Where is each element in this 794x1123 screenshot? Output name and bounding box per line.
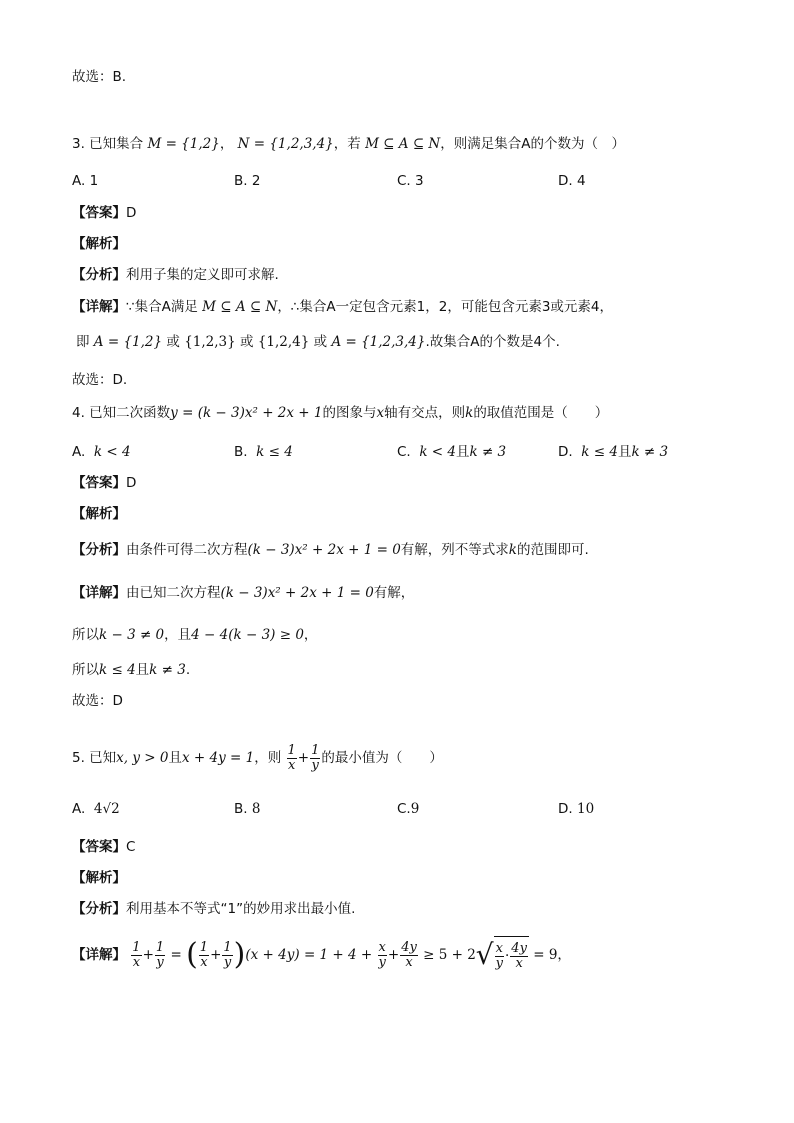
quadratic-function: y = (k − 3)x² + 2x + 1 xyxy=(170,405,323,421)
left-paren: ( xyxy=(186,937,198,972)
q5-option-b: B. 8 xyxy=(234,801,261,817)
set-N: N = {1,2,3,4} xyxy=(237,136,334,152)
q4-detail-line1: 所以k − 3 ≠ 0，且4 − 4(k − 3) ≥ 0， xyxy=(72,627,318,643)
q4-option-c: C. k < 4且k ≠ 3 xyxy=(397,444,507,460)
q3-guxuan: 故选：D. xyxy=(72,372,128,388)
q5-option-c: C.9 xyxy=(397,801,420,817)
q4-detail-line2: 所以k ≤ 4且k ≠ 3. xyxy=(72,662,191,678)
q5-option-d: D. 10 xyxy=(558,801,595,817)
q3-answer: 【答案】D xyxy=(72,205,137,221)
right-paren: ) xyxy=(233,937,246,972)
q3-option-d: D. 4 xyxy=(558,173,586,189)
q4-guxuan: 故选：D xyxy=(72,693,123,709)
q3-detail: 【详解】∵集合A满足 M ⊆ A ⊆ N，∴集合A一定包含元素1，2，可能包含元素3或元素4， xyxy=(72,299,613,315)
q4-option-b: B. k ≤ 4 xyxy=(234,444,293,460)
q4-jiexi: 【解析】 xyxy=(72,506,126,522)
fraction-1-over-x: $\frac{1}{x}$ xyxy=(287,742,296,773)
q3-stem: 3. 已知集合 M = {1,2}， N = {1,2,3,4}，若 M ⊆ A ⊆ N，则满足集合A的个数为（ ） xyxy=(72,136,625,152)
guxuan-b: 故选：B. xyxy=(72,69,127,85)
square-root: √ $\frac{x}{y}$ · $\frac{4y}{x}$ xyxy=(476,936,529,974)
prev-answer-line xyxy=(72,68,126,86)
q3-option-b: B. 2 xyxy=(234,173,261,189)
q3-option-a: A. 1 xyxy=(72,173,99,189)
q4-stem: 4. 已知二次函数y = (k − 3)x² + 2x + 1的图象与x轴有交点，则k的取值范围是（ ） xyxy=(72,405,609,421)
subset-relation: M ⊆ A ⊆ N xyxy=(365,136,441,152)
q3-option-c: C. 3 xyxy=(397,173,424,189)
q5-fenxi: 【分析】利用基本不等式“1”的妙用求出最小值. xyxy=(72,901,356,917)
q3-jiexi: 【解析】 xyxy=(72,236,126,252)
q5-jiexi: 【解析】 xyxy=(72,870,126,886)
q4-option-a: A. k < 4 xyxy=(72,444,131,460)
q3-detail-line2: 即 A = {1,2} 或 {1,2,3} 或 {1,2,4} 或 A = {1,2,3,4}.故集合A的个数是4个. xyxy=(76,334,560,350)
q5-stem: 5. 已知x, y > 0且x + 4y = 1，则 $\frac{1}{x}$ + $\frac{1}{y}$ 的最小值为（ ） xyxy=(72,742,443,773)
q4-answer: 【答案】D xyxy=(72,475,137,491)
q5-answer: 【答案】C xyxy=(72,839,136,855)
q4-detail: 【详解】由已知二次方程(k − 3)x² + 2x + 1 = 0有解， xyxy=(72,585,415,601)
q5-detail: 【详解】 $\frac{1}{x}$ + $\frac{1}{y}$ = ( $\frac{1}{x}$ + $\frac{1}{y}$ )(x + 4y) = 1 + 4 + $\frac{x}{y}$ + $\frac{4y}{x}$ ≥ 5 + 2√ $\frac{x}{y}$ · $\frac{4y}{x}$ = 9， xyxy=(72,937,571,972)
q5-option-a: A. 4√2 xyxy=(72,801,120,817)
fraction-1-over-y: $\frac{1}{y}$ xyxy=(311,742,320,773)
q4-fenxi: 【分析】由条件可得二次方程(k − 3)x² + 2x + 1 = 0有解，列不等式求k的范围即可. xyxy=(72,542,589,558)
set-M: M = {1,2} xyxy=(147,136,220,152)
q4-option-d: D. k ≤ 4且k ≠ 3 xyxy=(558,444,669,460)
q3-fenxi: 【分析】利用子集的定义即可求解. xyxy=(72,267,279,283)
